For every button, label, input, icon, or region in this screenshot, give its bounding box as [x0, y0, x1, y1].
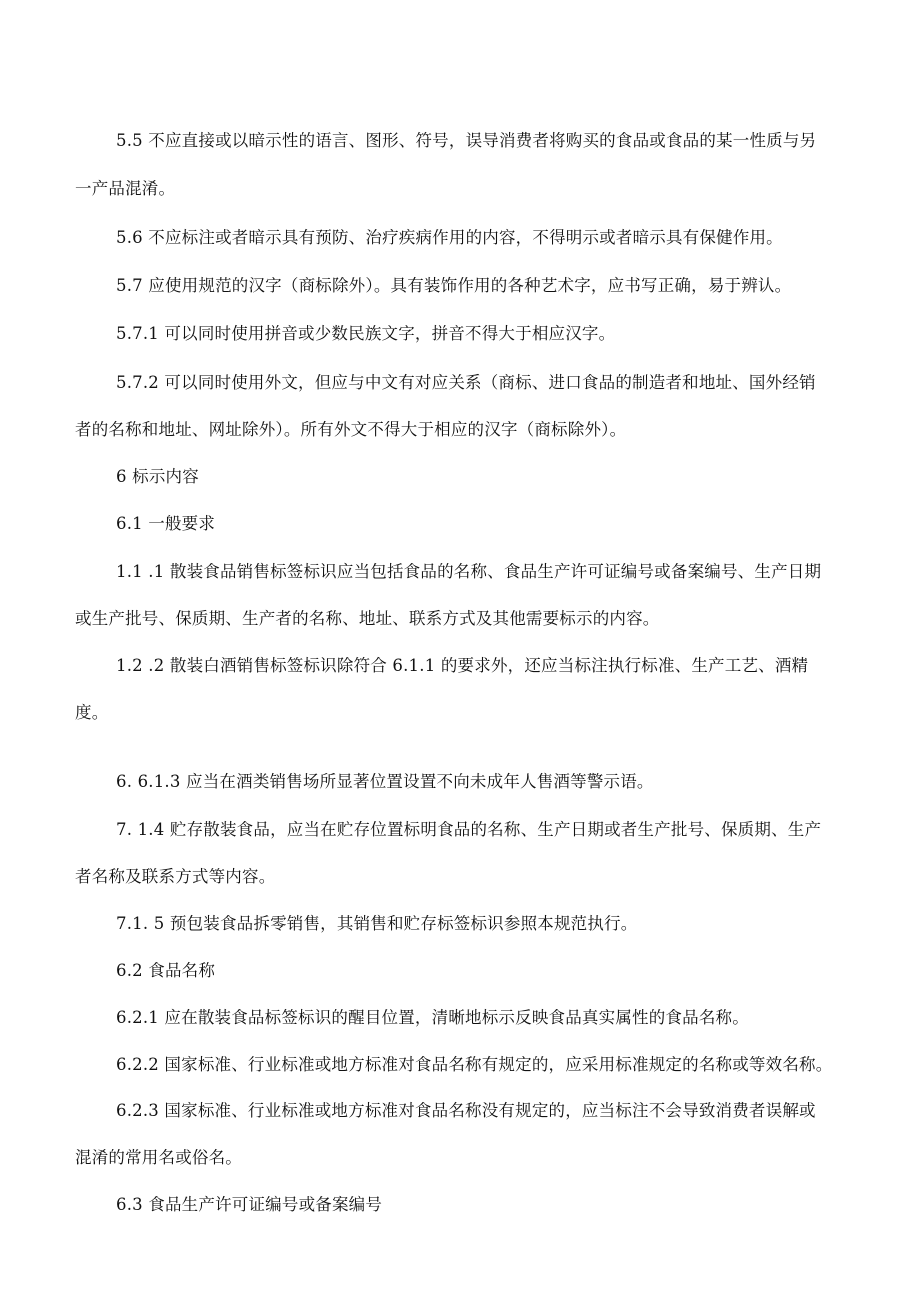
text-line: 6. 6.1.3 应当在酒类销售场所显著位置设置不向未成年人售酒等警示语。	[116, 772, 654, 791]
section-heading: 6.1 一般要求	[116, 514, 216, 533]
text-line: 者的名称和地址、网址除外）。所有外文不得大于相应的汉字（商标除外）。	[75, 420, 627, 439]
text-line: 1.2 .2 散装白酒销售标签标识除符合 6.1.1 的要求外，还应当标注执行标准、生产工艺、酒精	[116, 656, 809, 675]
text-line: 或生产批号、保质期、生产者的名称、地址、联系方式及其他需要标示的内容。	[75, 609, 660, 628]
text-line: 7.1. 5 预包装食品拆零销售，其销售和贮存标签标识参照本规范执行。	[116, 914, 638, 933]
text-line: 5.6 不应标注或者暗示具有预防、治疗疾病作用的内容，不得明示或者暗示具有保健作用。	[116, 228, 783, 247]
text-line: 5.7.1 可以同时使用拼音或少数民族文字，拼音不得大于相应汉字。	[116, 324, 616, 343]
text-line: 6.2.3 国家标准、行业标准或地方标准对食品名称没有规定的，应当标注不会导致消费者误解或	[116, 1101, 816, 1120]
text-line: 度。	[75, 703, 109, 722]
text-line: 混淆的常用名或俗名。	[75, 1148, 242, 1167]
text-line: 者名称及联系方式等内容。	[75, 867, 276, 886]
section-heading: 6.2 食品名称	[116, 961, 216, 980]
text-line: 5.5 不应直接或以暗示性的语言、图形、符号，误导消费者将购买的食品或食品的某一性质与另	[116, 131, 817, 150]
text-line: 1.1 .1 散装食品销售标签标识应当包括食品的名称、食品生产许可证编号或备案编号、生产日期	[116, 562, 822, 581]
text-line: 7. 1.4 贮存散装食品，应当在贮存位置标明食品的名称、生产日期或者生产批号、保质期、生产	[116, 820, 822, 839]
text-line: 6.2.2 国家标准、行业标准或地方标准对食品名称有规定的，应采用标准规定的名称或等效名称。	[116, 1055, 833, 1074]
section-heading: 6.3 食品生产许可证编号或备案编号	[116, 1195, 383, 1214]
text-line: 一产品混淆。	[75, 179, 176, 198]
text-line: 6.2.1 应在散装食品标签标识的醒目位置，清晰地标示反映食品真实属性的食品名称。	[116, 1008, 749, 1027]
section-heading: 6 标示内容	[116, 467, 199, 486]
text-line: 5.7.2 可以同时使用外文，但应与中文有对应关系（商标、进口食品的制造者和地址、国外经销	[116, 373, 816, 392]
text-line: 5.7 应使用规范的汉字（商标除外）。具有装饰作用的各种艺术字，应书写正确，易于辨认。	[116, 276, 792, 295]
